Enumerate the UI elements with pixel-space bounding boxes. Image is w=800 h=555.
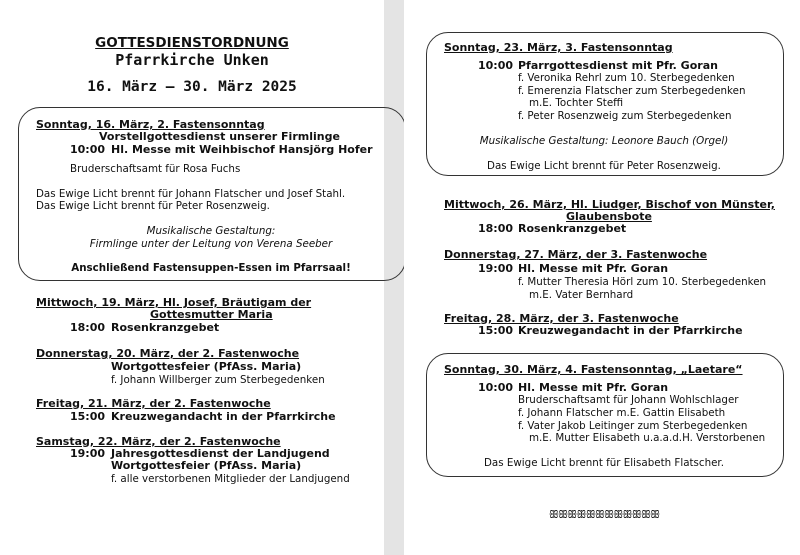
sun30-mass: Hl. Messe mit Pfr. Goran	[518, 381, 669, 394]
fri21-time: 15:00	[70, 410, 106, 423]
thu20-intent: f. Johann Willberger zum Sterbegedenken	[111, 374, 325, 386]
sun23-time: 10:00	[478, 59, 514, 72]
sun30-intent-2b: m.E. Mutter Elisabeth u.a.a.d.H. Verstorbenen	[529, 432, 766, 444]
sun16-suppe: Anschließend Fastensuppen-Essen im Pfarrsaal!	[71, 262, 351, 274]
thu20-service: Wortgottesfeier (PfAss. Maria)	[111, 360, 302, 373]
doc-title: GOTTESDIENSTORDNUNG	[95, 35, 289, 51]
fri28-time: 15:00	[478, 324, 514, 337]
fri21-text: Kreuzwegandacht in der Pfarrkirche	[111, 410, 336, 423]
thu27-mass: Hl. Messe mit Pfr. Goran	[518, 262, 669, 275]
thu20-heading: Donnerstag, 20. März, der 2. Fastenwoche	[36, 347, 300, 360]
sat22-heading: Samstag, 22. März, der 2. Fastenwoche	[36, 435, 281, 448]
wed19-heading-1: Mittwoch, 19. März, Hl. Josef, Bräutigam der	[36, 296, 312, 309]
thu27-time: 19:00	[478, 262, 514, 275]
sun23-intent-1: f. Veronika Rehrl zum 10. Sterbegedenken	[518, 72, 735, 84]
wed26-heading-1: Mittwoch, 26. März, Hl. Liudger, Bischof von Münster,	[444, 198, 775, 211]
sun23-licht: Das Ewige Licht brennt für Peter Rosenzweig.	[487, 160, 721, 172]
sun30-amt: Bruderschaftsamt für Johann Wohlschlager	[518, 394, 739, 406]
ornament-divider: ꕥꕥꕥꕥꕥꕥꕥꕥꕥꕥꕥꕥ	[548, 508, 660, 521]
sun16-licht1: Das Ewige Licht brennt für Johann Flatscher und Josef Stahl.	[36, 188, 346, 200]
thu27-heading: Donnerstag, 27. März, der 3. Fastenwoche	[444, 248, 708, 261]
sat22-line2: Wortgottesfeier (PfAss. Maria)	[111, 459, 302, 472]
sun16-time: 10:00	[70, 143, 106, 156]
sun30-intent-2: f. Vater Jakob Leitinger zum Sterbegedenken	[518, 420, 748, 432]
sun23-intent-2b: m.E. Tochter Steffi	[529, 97, 624, 109]
fri28-heading: Freitag, 28. März, der 3. Fastenwoche	[444, 312, 679, 325]
sun16-line1: Vorstellgottesdienst unserer Firmlinge	[99, 130, 340, 143]
wed19-heading-2: Gottesmutter Maria	[150, 308, 273, 321]
sat22-intent: f. alle verstorbenen Mitglieder der Landjugend	[111, 473, 350, 485]
sun16-music1: Musikalische Gestaltung:	[146, 225, 276, 237]
thu27-intent-1: f. Mutter Theresia Hörl zum 10. Sterbegedenken	[518, 276, 767, 288]
sun16-amt: Bruderschaftsamt für Rosa Fuchs	[70, 163, 241, 175]
sun30-heading: Sonntag, 30. März, 4. Fastensonntag, „Laetare“	[444, 363, 743, 376]
sun23-mass: Pfarrgottesdienst mit Pfr. Goran	[518, 59, 718, 72]
sun30-licht: Das Ewige Licht brennt für Elisabeth Flatscher.	[484, 457, 724, 469]
sun23-heading: Sonntag, 23. März, 3. Fastensonntag	[444, 41, 673, 54]
sat22-line1: Jahresgottesdienst der Landjugend	[111, 447, 330, 460]
sun16-mass: Hl. Messe mit Weihbischof Hansjörg Hofer	[111, 143, 373, 156]
sun16-licht2: Das Ewige Licht brennt für Peter Rosenzweig.	[36, 200, 270, 212]
sun16-music2: Firmlinge unter der Leitung von Verena Seeber	[89, 238, 333, 250]
sun30-time: 10:00	[478, 381, 514, 394]
wed26-heading-2: Glaubensbote	[566, 210, 652, 223]
wed19-time: 18:00	[70, 321, 106, 334]
sun23-music: Musikalische Gestaltung: Leonore Bauch (Orgel)	[479, 135, 729, 147]
sun30-intent-1: f. Johann Flatscher m.E. Gattin Elisabeth	[518, 407, 726, 419]
wed19-text: Rosenkranzgebet	[111, 321, 220, 334]
date-range: 16. März – 30. März 2025	[87, 79, 297, 95]
church-name: Pfarrkirche Unken	[115, 51, 269, 69]
page-right	[404, 0, 800, 555]
page-left	[0, 0, 384, 555]
sun23-intent-2: f. Emerenzia Flatscher zum Sterbegedenken	[518, 85, 746, 97]
thu27-intent-1b: m.E. Vater Bernhard	[529, 289, 634, 301]
fri21-heading: Freitag, 21. März, der 2. Fastenwoche	[36, 397, 271, 410]
sun16-heading: Sonntag, 16. März, 2. Fastensonntag	[36, 118, 265, 131]
fri28-text: Kreuzwegandacht in der Pfarrkirche	[518, 324, 743, 337]
wed26-text: Rosenkranzgebet	[518, 222, 627, 235]
sat22-time: 19:00	[70, 447, 106, 460]
sun23-intent-3: f. Peter Rosenzweig zum Sterbegedenken	[518, 110, 732, 122]
wed26-time: 18:00	[478, 222, 514, 235]
